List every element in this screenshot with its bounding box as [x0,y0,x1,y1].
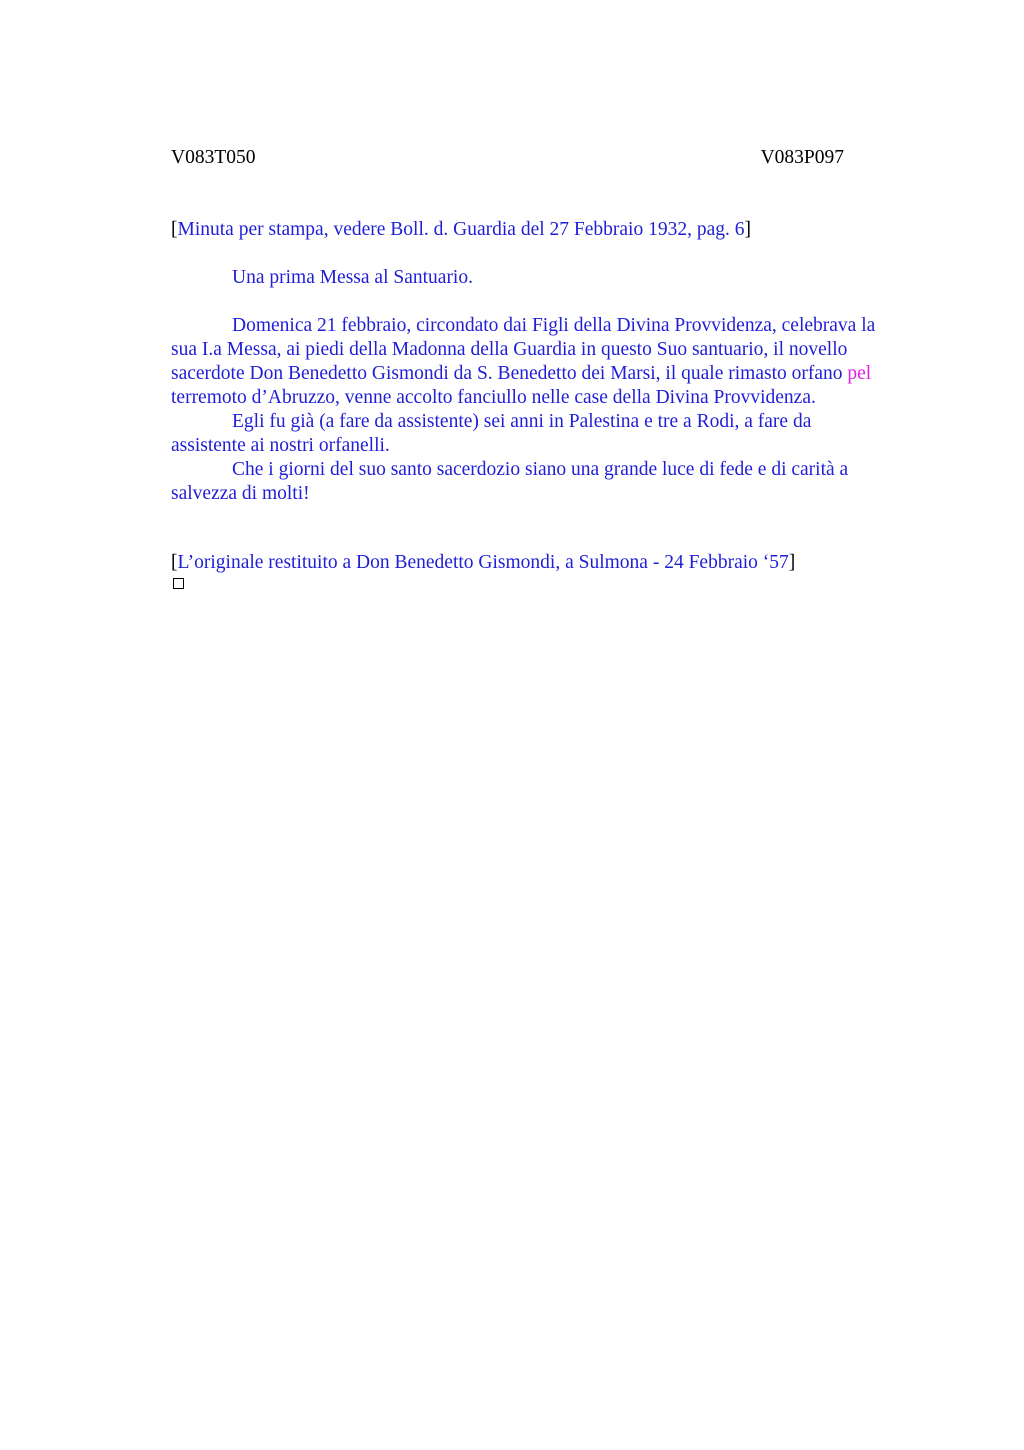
note-bottom [171,551,915,575]
body-line: assistente ai nostri orfanelli. [171,435,390,456]
article-title: Una prima Messa al Santuario. [232,267,473,288]
note-top-text: Minuta per stampa, vedere Boll. d. Guardia del 27 Febbraio 1932, pag. 6 [177,219,745,240]
note-bottom-text: L’originale restituito a Don Benedetto Gismondi, a Sulmona - 24 Febbraio ‘57 [177,552,789,573]
body-line: Che i giorni del suo santo sacerdozio siano una grande luce di fede e di carità a [232,459,849,480]
note-top-open-bracket: [ [171,219,178,240]
note-top [171,218,915,242]
note-bottom-close-bracket: ] [788,552,796,573]
document-code-left: V083T050 [171,147,256,168]
body-line: sua I.a Messa, ai piedi della Madonna della Guardia in questo Suo santuario, il novello [171,339,848,360]
body-line: salvezza di molti! [171,483,310,504]
highlighted-word: pel [847,363,872,384]
document-code-right: V083P097 [760,147,844,168]
body-line: Egli fu già (a fare da assistente) sei anni in Palestina e tre a Rodi, a fare da [232,411,812,432]
body-line [171,362,915,386]
article-body [171,314,915,506]
note-bottom-open-bracket: [ [171,552,178,573]
body-line-text: sacerdote Don Benedetto Gismondi da S. Benedetto dei Marsi, il quale rimasto orfano [171,363,848,384]
page-header [171,146,844,170]
body-line: terremoto d’Abruzzo, venne accolto fanciullo nelle case della Divina Provvidenza. [171,387,816,408]
page-content [171,0,915,1450]
note-top-close-bracket: ] [744,219,751,240]
end-marker-box-icon [173,578,184,589]
body-line: Domenica 21 febbraio, circondato dai Figli della Divina Provvidenza, celebrava la [232,315,876,336]
